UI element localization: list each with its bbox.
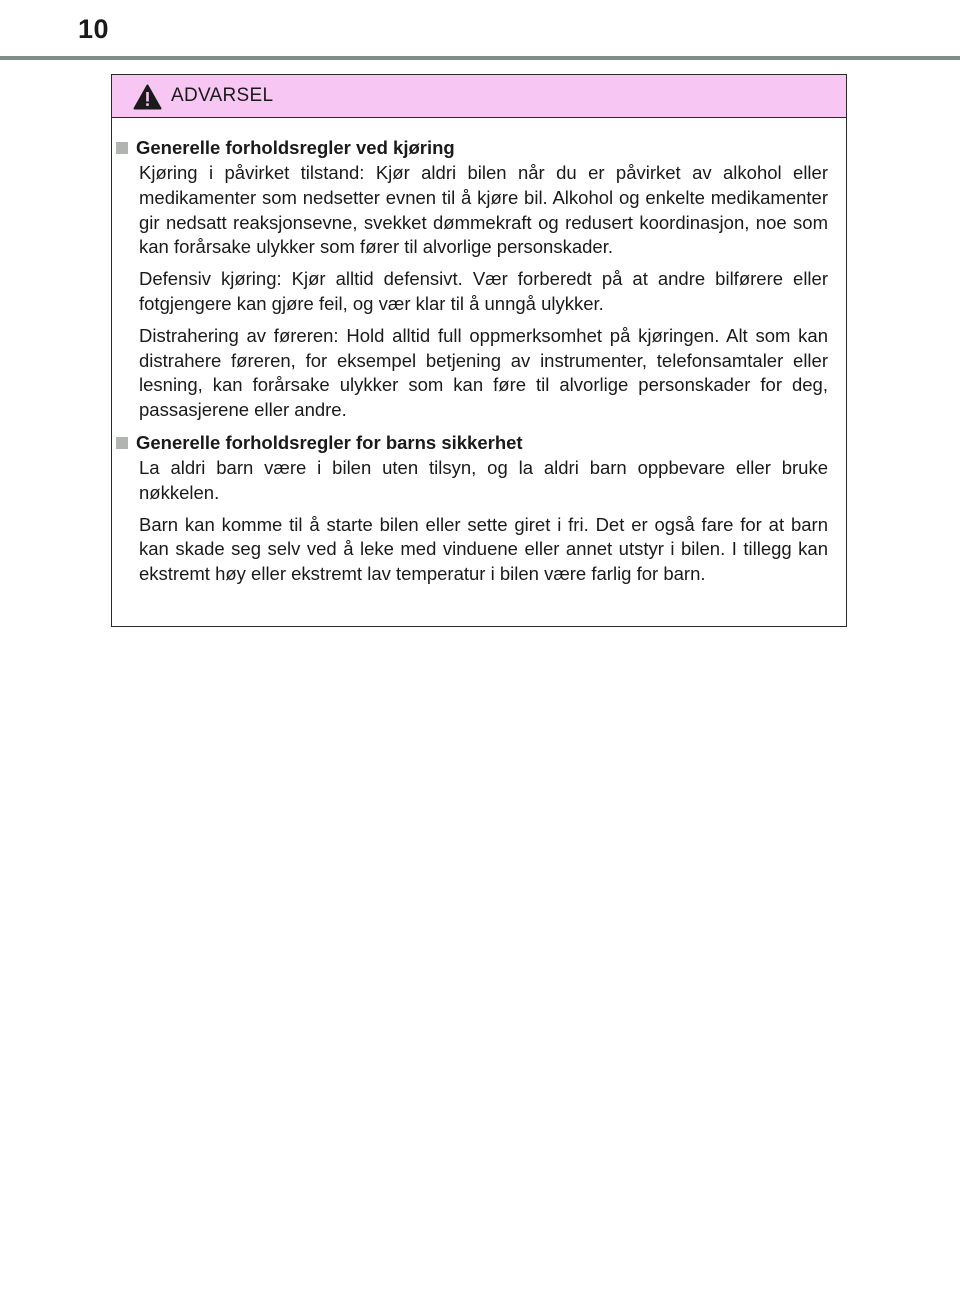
section-heading bbox=[116, 430, 828, 456]
warning-triangle-icon bbox=[133, 84, 162, 110]
warning-header bbox=[112, 75, 846, 118]
paragraph: Barn kan komme til å starte bilen eller sette giret i fri. Det er også fare for at barn kan skade seg selv ved å leke med vinduene eller annet utstyr i bilen. I tillegg kan ekstremt høy eller ekstremt lav temperatur i bilen være farlig for barn. bbox=[139, 513, 828, 585]
section-heading bbox=[116, 135, 828, 161]
paragraph: Distrahering av føreren: Hold alltid full oppmerksomhet på kjøringen. Alt som kan distrahere føreren, for eksempel betjening av instrumenter, telefonsamtaler eller lesning, kan forårsake ulykker som kan føre til alvorlige personskader for deg, passasjerene eller andre. bbox=[139, 324, 828, 421]
square-bullet-icon bbox=[116, 142, 128, 154]
warning-body bbox=[112, 118, 846, 587]
paragraph: Kjøring i påvirket tilstand: Kjør aldri bilen når du er påvirket av alkohol eller medikamenter som nedsetter evnen til å kjøre bil. Alkohol og enkelte medikamenter gir nedsatt reaksjonsevne, svekket dømmekraft og redusert koordinasjon, noe som kan forårsake ulykker som fører til alvorlige personskader. bbox=[139, 162, 828, 258]
header-rule bbox=[0, 56, 960, 60]
section-heading-text: Generelle forholdsregler ved kjøring bbox=[136, 137, 455, 158]
paragraph: Defensiv kjøring: Kjør alltid defensivt. Vær forberedt på at andre bilførere eller fotgjengere kan gjøre feil, og vær klar til å unngå ulykker. bbox=[139, 268, 828, 314]
paragraph: La aldri barn være i bilen uten tilsyn, og la aldri barn oppbevare eller bruke nøkkelen. bbox=[139, 456, 828, 503]
warning-title: ADVARSEL bbox=[171, 85, 274, 106]
warning-box bbox=[111, 74, 847, 627]
section-heading-text: Generelle forholdsregler for barns sikkerhet bbox=[136, 431, 523, 453]
section-child-safety bbox=[116, 430, 828, 587]
section-driving-precautions bbox=[116, 135, 828, 423]
square-bullet-icon bbox=[116, 437, 128, 449]
page-number: 10 bbox=[78, 14, 110, 44]
